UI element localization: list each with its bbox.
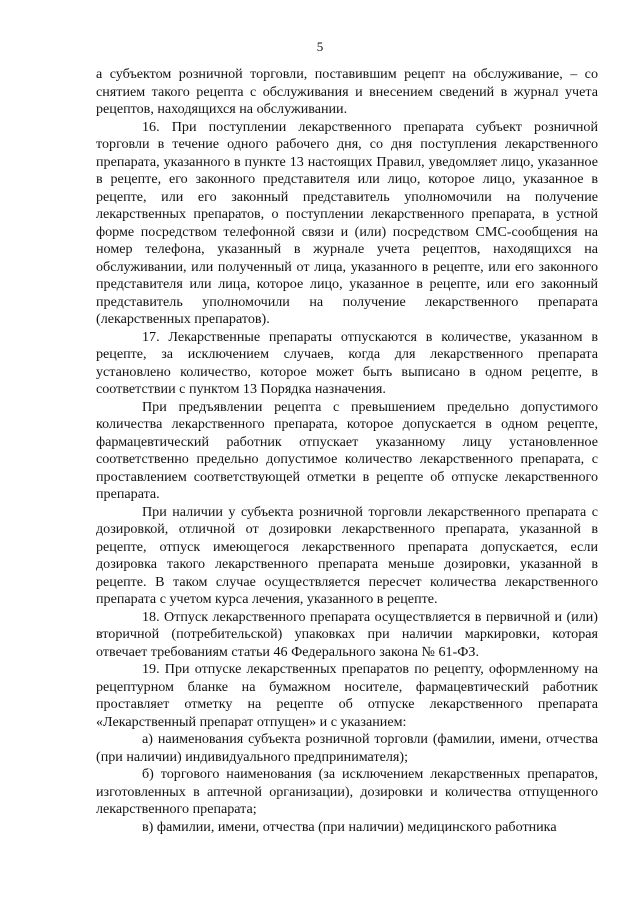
paragraph-item-17-excess-quantity: При предъявлении рецепта с превышением предельно допустимого количества лекарственного препарата, которое допускается в одном рецепте, фармацевтический работник отпускает указанному лицу установленное соответственно предельно допустимое количество лекарственного препарата, с проставлением соответствующей отметки в рецепте об отпуске лекарственного препарата.: [96, 398, 598, 502]
paragraph-item-19: 19. При отпуске лекарственных препаратов по рецепту, оформленному на рецептурном бланке на бумажном носителе, фармацевтический работник проставляет отметку на рецепте об отпуске лекарственного препарата «Лекарственный препарат отпущен» и с указанием:: [96, 661, 598, 730]
paragraph-item-19-a: а) наименования субъекта розничной торговли (фамилии, имени, отчества (при наличии) индивидуального предпринимателя);: [96, 731, 598, 765]
paragraph-item-17-dosage: При наличии у субъекта розничной торговли лекарственного препарата с дозировкой, отличной от дозировки лекарственного препарата, указанной в рецепте, отпуск имеющегося лекарственного препарата допускается, если дозировка такого лекарственного препарата меньше дозировки, указанной в рецепте. В таком случае осуществляется пересчет количества лекарственного препарата с учетом курса лечения, указанного в рецепте.: [96, 503, 598, 607]
document-body: [96, 66, 598, 836]
paragraph-continuation: а субъектом розничной торговли, поставившим рецепт на обслуживание, – со снятием такого рецепта с обслуживания и внесением сведений в журнал учета рецептов, находящихся на обслуживании.: [96, 66, 598, 117]
paragraph-item-19-c: в) фамилии, имени, отчества (при наличии) медицинского работника: [142, 818, 557, 835]
paragraph-item-19-b: б) торгового наименования (за исключением лекарственных препаратов, изготовленных в аптечной организации), дозировки и количества отпущенного лекарственного препарата;: [96, 766, 598, 817]
paragraph-item-17: 17. Лекарственные препараты отпускаются в количестве, указанном в рецепте, за исключением случаев, когда для лекарственного препарата установлено количество, которое может быть выписано в одном рецепте, в соответствии с пунктом 13 Порядка назначения.: [96, 328, 598, 397]
page-number: 5: [316, 39, 324, 54]
paragraph-item-16: 16. При поступлении лекарственного препарата субъект розничной торговли в течение одного рабочего дня, со дня поступления лекарственного препарата, указанного в пункте 13 настоящих Правил, уведомляет лицо, указанное в рецепте, его законного представителя или лицо, которое лицо, указанное в рецепте, или его законный представитель уполномочили на получение лекарственных препаратов, о поступлении лекарственного препарата, в устной форме посредством телефонной связи и (или) посредством СМС-сообщения на номер телефона, указанный в журнале учета рецептов, находящихся на обслуживании, или полученный от лица, указанного в рецепте, или его законного представителя или лица, которое лицо, указанное в рецепте, или его законный представитель уполномочили на получение лекарственного препарата (лекарственных препаратов).: [96, 118, 598, 327]
paragraph-item-18: 18. Отпуск лекарственного препарата осуществляется в первичной и (или) вторичной (потребительской) упаковках при наличии маркировки, которая отвечает требованиям статьи 46 Федерального закона № 61-ФЗ.: [96, 608, 598, 660]
